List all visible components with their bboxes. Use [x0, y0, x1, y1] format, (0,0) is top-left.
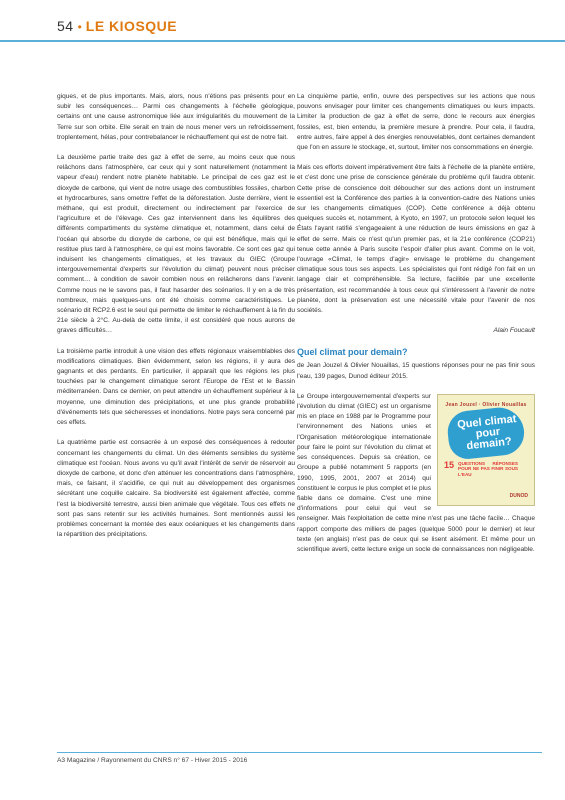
- footer-rule: [57, 752, 542, 753]
- book-cover-number: 15: [444, 459, 455, 470]
- book-review-title: Quel climat pour demain?: [297, 347, 408, 358]
- right-column: [297, 92, 535, 565]
- page-header: [57, 18, 177, 34]
- review-signature: Alain Foucault: [493, 327, 535, 335]
- book-review-body: [297, 392, 535, 555]
- book-cover-authors: Jean Jouzel · Olivier Nouaillas: [445, 401, 527, 408]
- header-rule: [0, 40, 565, 42]
- book-review-meta: de Jean Jouzel & Olivier Nouaillas, 15 questions réponses pour ne pas finir sous l'eau, 139 pages, Dunod éditeur 2015.: [297, 362, 535, 380]
- paragraph: La troisième partie introduit à une vision des effets régionaux vraisemblables des modifications climatiques. Bien évidemment, selon les régions, il y aura des gagnants et des perdants. En particulier, il apparaît que les régions les plus touchées par le changement climatique seront l'Europe de l'Est et le Bassin méditerranéen. Dans ce dernier, on peut attendre un échauffement supérieur à la moyenne, une diminution des précipitations, et une plus grande probabilité d'événements tels que sécheresses et inondations. Notre pays sera concerné par ces effets.: [57, 347, 295, 427]
- paragraph: La cinquième partie, enfin, ouvre des perspectives sur les actions que nous pouvons envisager pour limiter ces changements climatiques ou leurs impacts. Limiter la production de gaz à effet de serre, donc le recours aux énergies fossiles, est, bien entendu, la première mesure à prendre. Pour cela, il faudra, entre autres, faire appel à des énergies renouvelables, dont certaines demandent que l'on en assure le stockage, et, surtout, limiter nos consommations en énergie.: [297, 93, 535, 152]
- paragraph: Le Groupe intergouvernemental d'experts sur l'évolution du climat (GIEC) est un organisme mis en place en 1988 par le Programme pour l'environnement des Nations unies et l'Organisation météorologique internationale pour faire le point sur l'évolution du climat et ses conséquences. Depuis sa création, ce Groupe a publié notamment 5 rapports (en 1990, 1995, 2001, 2007 et 2014) qui constituent le corpus le plus complet et le plus fiable dans ce domaine. C'est une mine d'informations pour celui qui veut se renseigner. Mais l'exploitation de cette mine n'est pas une tâche facile… Chaque rapport comporte des milliers de pages (quelque 5000 pour le dernier) et leur texte (en anglais) n'est pas de ceux qui se lisent aisément. Et même pour un scientifique averti, cette lecture exige un socle de connaissances non négligeable.: [297, 392, 535, 553]
- paragraph: La quatrième partie est consacrée à un exposé des conséquences à redouter concernant les changements du climat. Un des éléments sensibles du système climatique est l'océan. Nous avons vu qu'il avait l'intérêt de servir de réservoir au dioxyde de carbone, et donc d'en atténuer les concentrations dans l'atmosphère, mais, ce faisant, il s'acidifie, ce qui nuit au développement des organismes sécrétant une coquille calcaire. Sa biodiversité est également affectée, comme l'est la biodiversité terrestre, aussi bien animale que végétale. Tous ces effets ne sont pas sans retentir sur les activités humaines. Sont mentionnés aussi les problèmes concernant la montée des eaux océaniques et les changements dans la répartition des précipitations.: [57, 439, 295, 539]
- page-number: 54: [57, 18, 74, 34]
- paragraph: giques, et de plus importants. Mais, alors, nous n'étions pas présents pour en subir les conséquences… Parmi ces changements à l'échelle géologique, certains ont une cause astronomique liée aux irrégularités du mouvement de la Terre sur son orbite. Elle serait en train de nous mener vers un refroidissement, troplentement, hélas, pour contrebalancer le réchauffement qui est de notre fait.: [57, 93, 295, 141]
- section-title: LE KIOSQUE: [85, 18, 178, 34]
- book-cover-title: Quel climat pour demain?: [456, 412, 517, 453]
- publisher-logo: DUNOD: [509, 492, 528, 499]
- header-bullet: •: [77, 20, 82, 34]
- left-column: [57, 92, 295, 550]
- paragraph: La deuxième partie traite des gaz à effet de serre, au moins ceux que nous relâchons dans l'atmosphère, car ceux qui y sont naturellement (notamment la vapeur d'eau) rendent notre planète habitable. Le principal de ces gaz est le dioxyde de carbone, qui vient de notre usage des combustibles fossiles, charbon et hydrocarbures, sans omettre l'effet de la déforestation. Juste derrière, vient le méthane, qui est produit, directement ou indirectement par l'exercice de l'agriculture et de l'élevage. Ces gaz interviennent dans les équilibres des différents compartiments du système climatique et, notamment, dans celui de l'océan qui absorbe du dioxyde de carbone, ce qui est bénéfique, mais qui le restitue plus tard à l'atmosphère, ce qui est moins favorable. Ce sont ces gaz qui induisent les changements climatiques, et les travaux du GIEC (Groupe intergouvernemental d'experts sur l'évolution du climat) peuvent nous préciser comment… à condition de savoir combien nous en relâcherons dans l'avenir. Comme nous ne le savons pas, il faut hasarder des scénarios. Il y en a de très nombreux, mais quelques-uns ont été choisis comme caractéristiques. Le scénario dit RCP2.6 est le seul qui permette de limiter le réchauffement à la fin du 21e siècle à 2°C. Au-delà de cette limite, il est considéré que nous aurons de graves difficultés…: [57, 154, 295, 335]
- book-cover-subtitle: QUESTIONS RÉPONSES POUR NE PAS FINIR SOUS L'EAU: [458, 460, 518, 477]
- book-cover-image: [437, 394, 535, 506]
- page-footer: A3 Magazine / Rayonnement du CNRS n° 67 - Hiver 2015 - 2016: [57, 757, 248, 764]
- paragraph: Mais ces efforts doivent impérativement être faits à l'échelle de la planète entière, et c'est donc une prise de conscience générale du problème qu'il faudra obtenir. Cette prise de conscience doit déboucher sur des actions dont un instrument essentiel est la Conférence des parties à la convention-cadre des Nations unies sur les changements climatiques (COP). Cette conférence a déjà obtenu quelques succès et, notamment, à Kyoto, en 1997, un protocole selon lequel les États l'ayant ratifié s'engageaient à une réduction de leurs émissions en gaz à effet de serre. Mais ce n'est qu'un premier pas, et la 21e conférence (COP21) tenue cette année à Paris suscite l'espoir d'aller plus avant. Comme on le voit, l'ouvrage «Climat, le temps d'agir» envisage le problème du changement climatique sous tous ses aspects. Les spécialistes qui l'ont rédigé l'on fait en un langage clair et compréhensible. Sa lecture, facilitée par une excellente présentation, est recommandée à tous ceux qui s'intéressent à l'avenir de notre planète, dont la préservation est une nécessité vitale pour l'avenir de nos sociétés.: [297, 164, 535, 315]
